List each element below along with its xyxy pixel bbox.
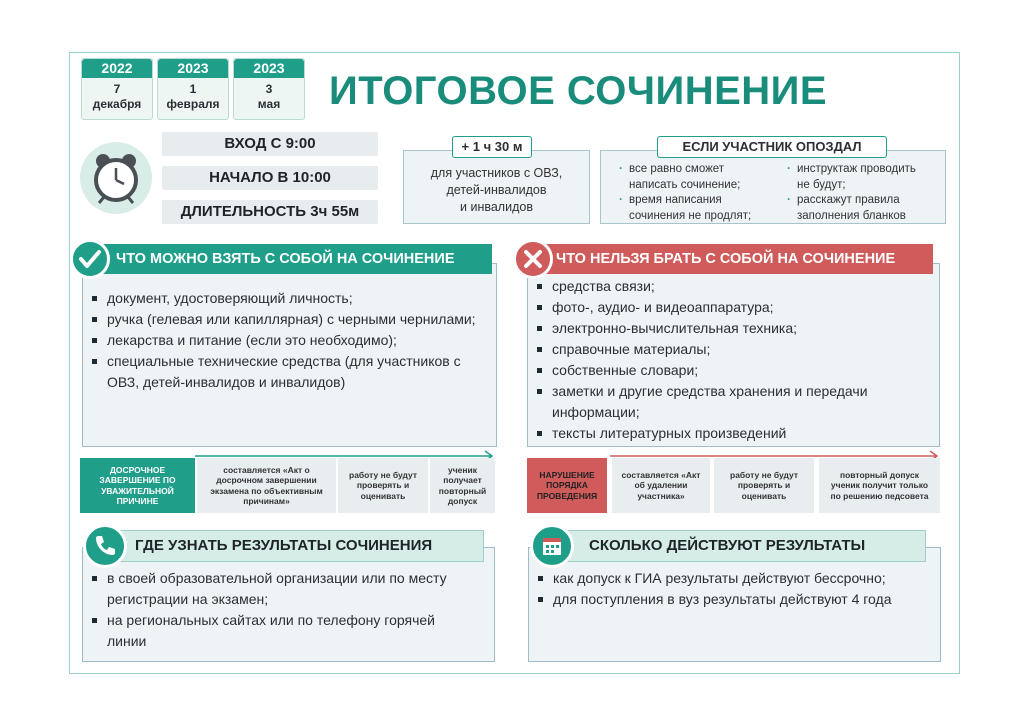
late-right-column: [787, 162, 916, 224]
late-left-column: [619, 162, 751, 224]
results-valid-list: [528, 547, 941, 662]
date-day: 1: [189, 82, 197, 96]
phone-icon: [83, 524, 127, 568]
date-card-2: [157, 58, 229, 120]
early-finish-head: ДОСРОЧНОЕ ЗАВЕРШЕНИЕ ПО УВАЖИТЕЛЬНОЙ ПРИЧИНЕ: [80, 458, 195, 513]
list-item: как допуск к ГИА результаты действуют бессрочно;: [529, 568, 920, 589]
list-item: лекарства и питание (если это необходимо);: [83, 330, 486, 351]
violation-head: НАРУШЕНИЕ ПОРЯДКА ПРОВЕДЕНИЯ: [527, 458, 607, 513]
violation-step-1: составляется «Акт об удалении участника»: [612, 458, 710, 513]
list-item: электронно-вычислительная техника;: [528, 318, 931, 339]
results-where-header: ГДЕ УЗНАТЬ РЕЗУЛЬТАТЫ СОЧИНЕНИЯ: [104, 530, 484, 562]
late-text: не будут;: [797, 178, 846, 191]
date-day: 3: [265, 82, 273, 96]
list-item: фото-, аудио- и видеоаппаратура;: [528, 297, 931, 318]
list-item: справочные материалы;: [528, 339, 931, 360]
list-item: тексты литературных произведений: [528, 423, 931, 444]
violation-step-3: повторный допуск ученик получит только по решению педсовета: [819, 458, 940, 513]
date-month: февраля: [166, 97, 220, 111]
date-month: декабря: [92, 97, 142, 111]
list-item: документ, удостоверяющий личность;: [83, 288, 486, 309]
extension-line: и инвалидов: [460, 200, 533, 214]
late-tag: ЕСЛИ УЧАСТНИК ОПОЗДАЛ: [657, 136, 887, 158]
allowed-header: ЧТО МОЖНО ВЗЯТЬ С СОБОЙ НА СОЧИНЕНИЕ: [96, 244, 492, 274]
calendar-icon: [530, 524, 574, 568]
date-year: 2023: [234, 59, 304, 78]
extension-box: [403, 150, 590, 224]
late-text: сочинения не продлят;: [629, 209, 752, 222]
list-item: средства связи;: [528, 276, 931, 297]
list-item: в своей образовательной организации или по месту регистрации на экзамен;: [83, 568, 470, 610]
date-year: 2023: [158, 59, 228, 78]
extension-line: для участников с ОВЗ,: [430, 166, 563, 180]
late-text: написать сочинение;: [629, 178, 741, 191]
date-card-1: [81, 58, 153, 120]
late-text: время написания: [629, 194, 722, 206]
alarm-clock-icon: [80, 142, 152, 214]
cross-icon: [513, 239, 553, 279]
list-item: заметки и другие средства хранения и передачи информации;: [528, 381, 931, 423]
results-valid-header: СКОЛЬКО ДЕЙСТВУЮТ РЕЗУЛЬТАТЫ: [546, 530, 926, 562]
late-text: расскажут правила: [797, 194, 900, 206]
date-month: мая: [257, 97, 281, 111]
forbidden-header: ЧТО НЕЛЬЗЯ БРАТЬ С СОБОЙ НА СОЧИНЕНИЕ: [538, 244, 933, 274]
forbidden-list: [527, 263, 940, 447]
late-text: инструктаж проводить: [797, 163, 916, 175]
results-where-list: [82, 547, 495, 662]
date-year: 2022: [82, 59, 152, 78]
list-item: на региональных сайтах или по телефону горячей линии: [83, 610, 470, 652]
list-item: специальные технические средства (для участников с ОВЗ, детей-инвалидов и инвалидов): [83, 351, 486, 393]
checkmark-icon: [70, 239, 110, 279]
early-step-1: составляется «Акт о досрочном завершении экзамена по объективным причинам»: [197, 458, 336, 513]
date-day: 7: [113, 82, 121, 96]
extension-line: детей-инвалидов: [446, 183, 547, 197]
late-text: все равно сможет: [629, 163, 725, 175]
allowed-list: [82, 263, 497, 447]
page-title: ИТОГОВОЕ СОЧИНЕНИЕ: [329, 69, 828, 113]
start-time: НАЧАЛО В 10:00: [162, 166, 378, 190]
list-item: собственные словари;: [528, 360, 931, 381]
date-card-3: [233, 58, 305, 120]
early-step-3: ученик получает повторный допуск: [430, 458, 495, 513]
late-text: заполнения бланков: [797, 209, 906, 222]
list-item: ручка (гелевая или капиллярная) с черными чернилами;: [83, 309, 486, 330]
late-box: [600, 150, 946, 224]
early-step-2: работу не будут проверять и оценивать: [338, 458, 428, 513]
entry-time: ВХОД С 9:00: [162, 132, 378, 156]
extension-tag: + 1 ч 30 м: [452, 136, 532, 158]
duration: ДЛИТЕЛЬНОСТЬ 3ч 55м: [162, 200, 378, 224]
list-item: для поступления в вуз результаты действуют 4 года: [529, 589, 920, 610]
violation-step-2: работу не будут проверять и оценивать: [714, 458, 814, 513]
